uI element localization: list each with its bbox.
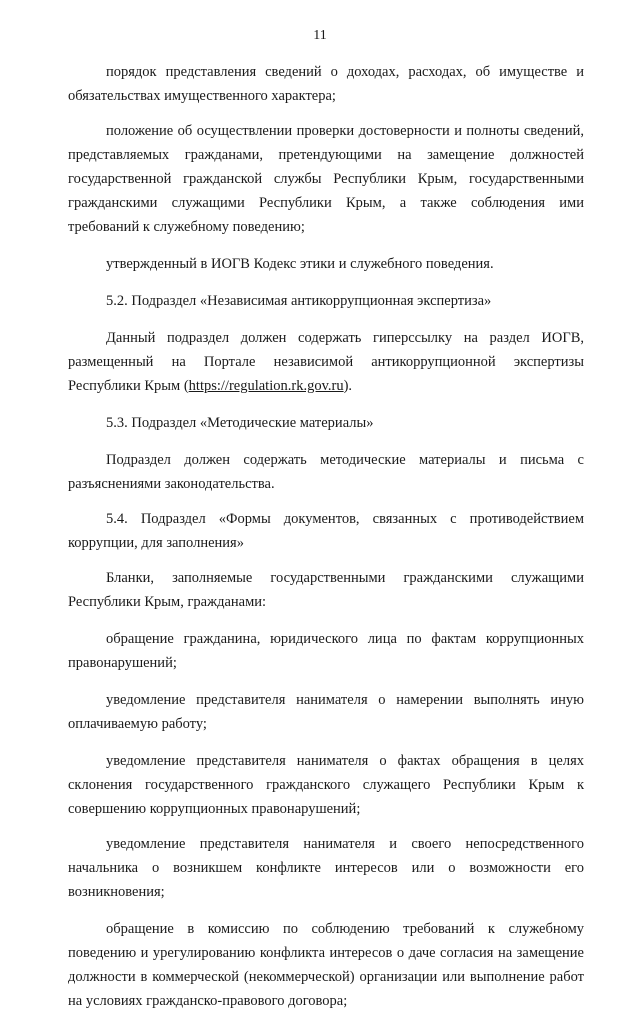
list-item-inducement-notice: уведомление представителя нанимателя о фактах обращения в целях склонения государственного гражданского служащего Республики Крым к совершению коррупционных правонарушений; bbox=[68, 753, 584, 817]
paragraph-ethics-code: утвержденный в ИОГВ Кодекс этики и служебного поведения. bbox=[106, 256, 494, 272]
list-item-citizen-appeal: обращение гражданина, юридического лица по фактам коррупционных правонарушений; bbox=[68, 631, 584, 671]
list-item-other-paid-work-notice: уведомление представителя нанимателя о намерении выполнять иную оплачиваемую работу; bbox=[68, 692, 584, 732]
regulation-portal-link[interactable]: https://regulation.rk.gov.ru bbox=[188, 378, 344, 394]
section-heading-5-4: 5.4. Подраздел «Формы документов, связанных с противодействием коррупции, для заполнения» bbox=[68, 511, 584, 551]
paragraph-blank-forms-intro: Бланки, заполняемые государственными гражданскими служащими Республики Крым, гражданами: bbox=[68, 570, 584, 610]
paragraph-income-reporting-procedure: порядок представления сведений о доходах, расходах, об имуществе и обязательствах имущественного характера; bbox=[68, 64, 584, 104]
paragraph-methodical-materials: Подраздел должен содержать методические материалы и письма с разъяснениями законодательства. bbox=[68, 452, 584, 492]
section-heading-5-2: 5.2. Подраздел «Независимая антикоррупционная экспертиза» bbox=[106, 293, 492, 309]
list-item-commission-appeal: обращение в комиссию по соблюдению требований к служебному поведению и урегулированию конфликта интересов о даче согласия на замещение должности в коммерческой (некоммерческой) организации или выполнение работ на условиях гражданско-правового договора; bbox=[68, 921, 584, 1009]
section-heading-5-3: 5.3. Подраздел «Методические материалы» bbox=[106, 415, 374, 431]
list-item-conflict-of-interest-notice: уведомление представителя нанимателя и своего непосредственного начальника о возникшем конфликте интересов или о возможности его возникновения; bbox=[68, 836, 584, 900]
page-content bbox=[68, 60, 584, 1013]
paragraph-text-after-link: ). bbox=[343, 378, 353, 394]
paragraph-text-before-link: Данный подраздел должен содержать гиперссылку на раздел ИОГВ, размещенный на Портале независимой антикоррупционной экспертизы Республики Крым ( bbox=[68, 330, 584, 394]
page-number: 11 bbox=[313, 28, 327, 43]
paragraph-verification-regulation: положение об осуществлении проверки достоверности и полноты сведений, представляемых гражданами, претендующими на замещение должностей государственной гражданской службы Республики Крым, государственными гражданскими служащими Республики Крым, а также соблюдения ими требований к служебному поведению; bbox=[68, 123, 584, 235]
paragraph-expertise-hyperlink bbox=[68, 326, 584, 398]
